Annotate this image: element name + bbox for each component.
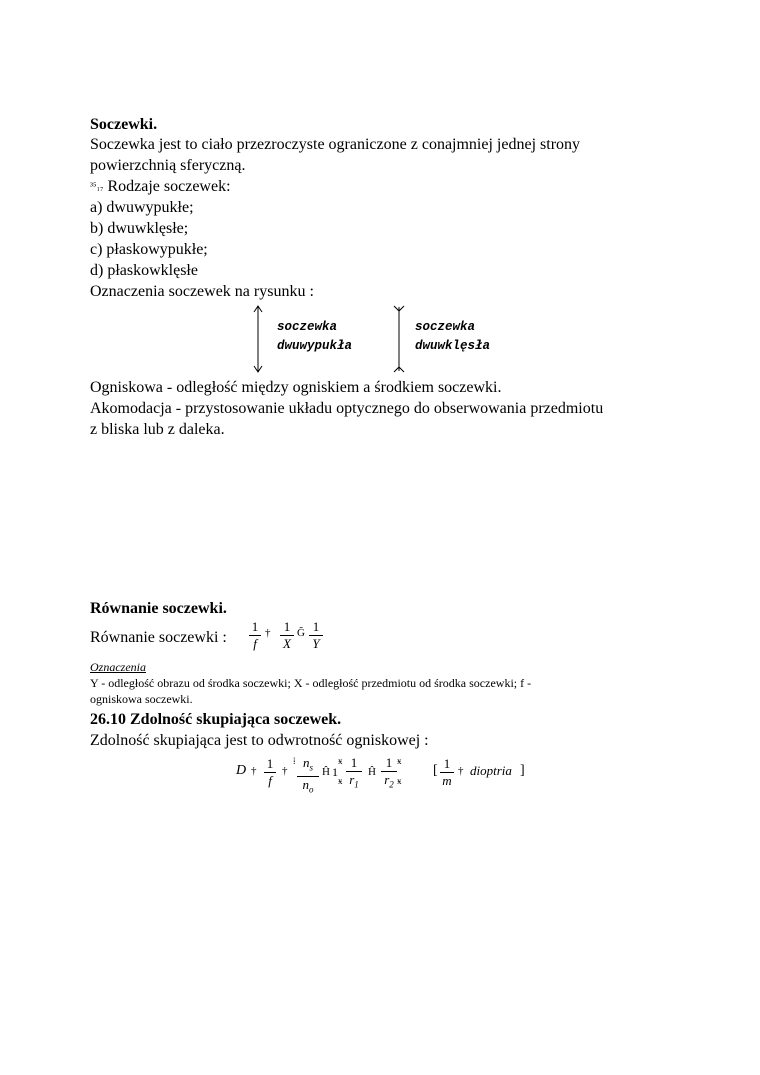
paragraph-line: Oznaczenia soczewek na rysunku : [90,283,314,300]
list-heading: Rodzaje soczewek: [103,178,231,195]
list-item: a) dwuwypukłe; [90,199,194,216]
unit-dioptria: dioptria [470,763,512,778]
plus-glyph: Ğ [297,627,305,639]
minus-glyph: Ĥ [368,766,376,778]
section-title-rownanie: Równanie soczewki. [90,600,227,617]
fraction-1-f: 1 f [264,757,276,788]
equals-glyph: † [265,627,271,639]
equals-glyph: † [458,765,464,777]
fraction-1-r2: 1 $r_2$ [381,756,397,792]
fraction-1-y: 1 Y [309,620,323,651]
eq-D: D [236,763,247,778]
bracket-glyph: ӿ [338,756,343,766]
paragraph-line: z bliska lub z daleka. [90,421,225,438]
notes-title: Oznaczenia [90,660,146,674]
concave-lens-symbol [390,305,410,373]
list-item: c) płaskowypukłe; [90,241,208,258]
list-item: b) dwuwklęsłe; [90,220,189,237]
list-item: d) płaskowklęsłe [90,262,198,279]
equals-glyph: † [251,765,257,777]
paragraph-line: Akomodacja - przystosowanie układu optycznego do obserwowania przedmiotu [90,400,604,417]
concave-lens-label-1: soczewka [415,320,476,334]
concave-lens-label-2: dwuwklęsła [415,339,491,353]
paragraph-line: Soczewka jest to ciało przezroczyste ograniczone z conajmniej jednej strony [90,136,581,153]
eq-one: 1 [332,765,338,779]
convex-lens-label-1: soczewka [277,320,338,334]
equation-label: Równanie soczewki : [90,629,227,646]
minus-glyph: Ĥ [322,766,330,778]
bracket-top-glyph: ⁞ [293,756,296,766]
fraction-1-r1: 1 $r_1$ [346,756,362,792]
notes-line: Y - odległość obrazu od środka soczewki; X - odległość przedmiotu od środka soczewki; f - [90,676,532,690]
paragraph-line: Zdolność skupiająca jest to odwrotność ogniskowej : [90,732,429,749]
fraction-1-x: 1 X [280,620,294,651]
unit-close-bracket: ] [520,763,525,778]
unit-open-bracket: [ [433,763,438,778]
bracket-glyph: ӿ [338,776,343,786]
paragraph-line: powierzchnią sferyczną. [90,157,246,174]
equals-glyph: † [282,765,288,777]
section-title-soczewki: Soczewki. [90,116,158,133]
fraction-1-f: 1 f [249,620,261,651]
list-glyph: ³⁵₁₇ [90,181,104,193]
section-title-zdolnosc: 26.10 Zdolność skupiająca soczewek. [90,711,342,728]
convex-lens-label-2: dwuwypukła [277,339,353,353]
paragraph-line: Ogniskowa - odległość między ogniskiem a środkiem soczewki. [90,379,502,396]
fraction-ns-no: $n_s$ $n_o$ [297,756,319,796]
bracket-glyph: ӿ [397,776,402,786]
fraction-1-m: 1 m [440,757,454,788]
convex-lens-symbol [250,305,270,373]
paragraph-line [90,176,231,197]
bracket-glyph: ӿ [397,756,402,766]
notes-line: ogniskowa soczewki. [90,692,193,706]
